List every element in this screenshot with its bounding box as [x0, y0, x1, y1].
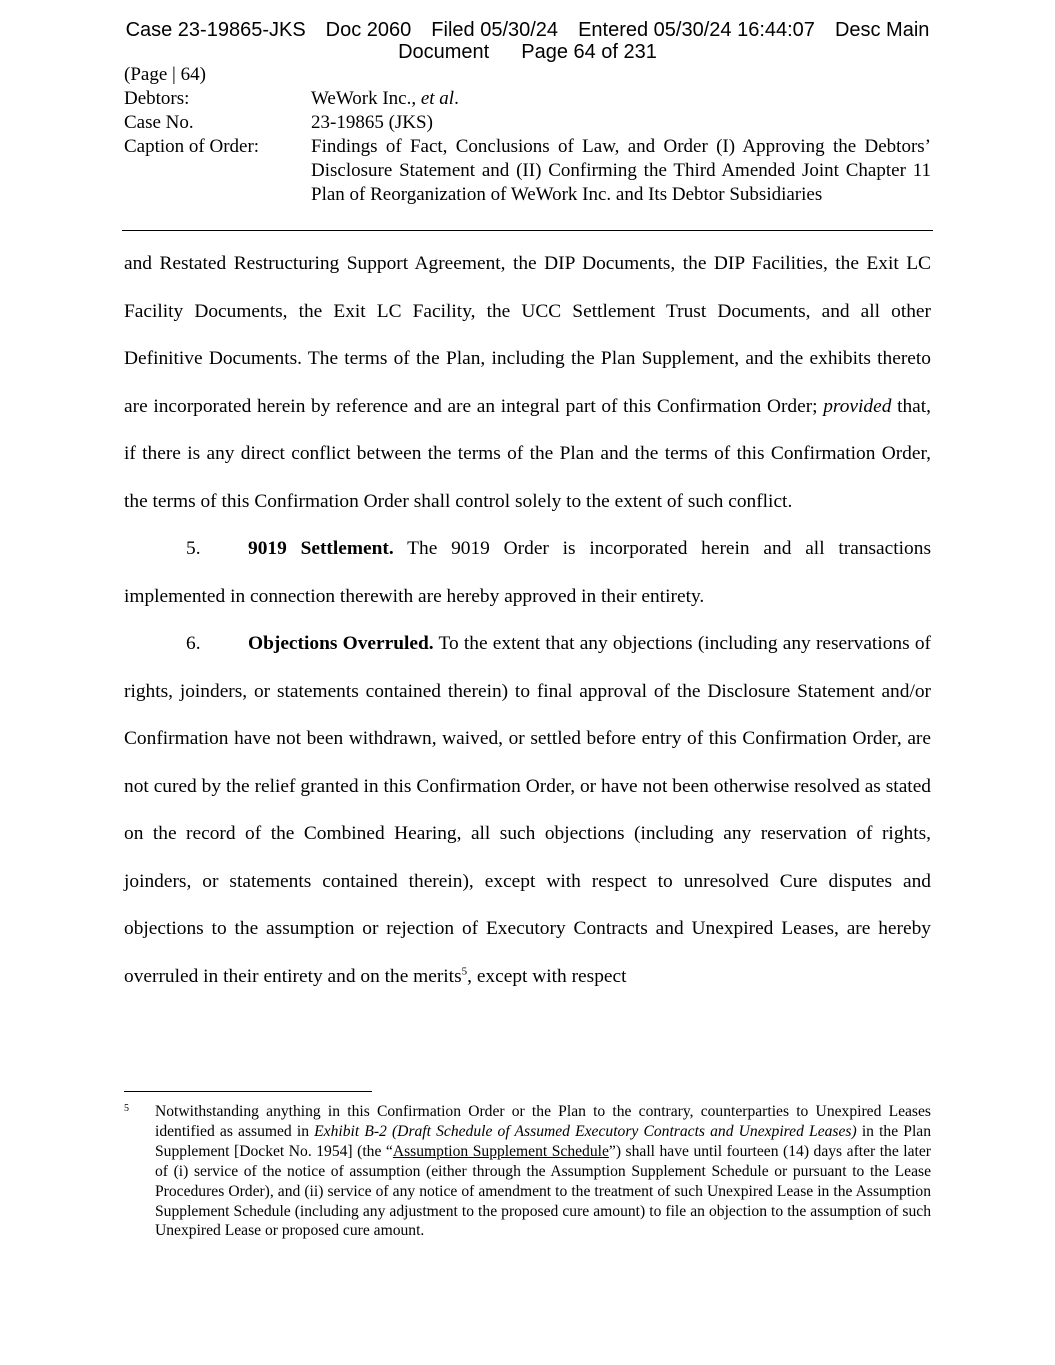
footnote-text [155, 1102, 931, 1241]
caption-rule [122, 230, 933, 231]
debtors-name: WeWork Inc., [311, 88, 421, 109]
body-text [124, 240, 931, 1000]
footnote-ref-5[interactable]: 5 [461, 965, 468, 978]
continued-paragraph [124, 240, 931, 525]
header-filed: Filed 05/30/24 [431, 19, 559, 41]
footnote-text-3: ”) shall have until fourteen (14) days after the later of (i) service of the notice of assumption (either through the Assumption Supplement Schedule or pursuant to the Lease Procedures Order), and (ii) service of any notice of amendment to the treatment of such Unexpired Lease in the Assumption Supplement Schedule (including any adjustment to the proposed cure amount) to file an objection to the assumption of such Unexpired Lease or proposed cure amount. [155, 1142, 931, 1240]
footnote-5 [124, 1102, 931, 1241]
header-page: Page 64 of 231 [521, 41, 657, 63]
header-doc: Doc 2060 [325, 19, 412, 41]
footnote-exhibit-italic: Exhibit B-2 (Draft Schedule of Assumed Executory Contracts and Unexpired Leases) [314, 1122, 857, 1140]
debtors-period: . [454, 88, 459, 109]
section-6 [124, 620, 931, 1000]
debtors-value [311, 87, 931, 111]
debtors-etal: et al [420, 88, 455, 109]
header-entered: Entered 05/30/24 16:44:07 [578, 19, 815, 41]
section-5-heading: 9019 Settlement. [248, 538, 394, 559]
case-value: 23-19865 (JKS) [311, 112, 433, 133]
order-label: Caption of Order: [124, 136, 260, 157]
section-6-number: 6. [186, 633, 201, 654]
debtors-label: Debtors: [124, 88, 190, 109]
footnote-rule [124, 1091, 372, 1092]
header-document: Document [398, 41, 490, 63]
footnote-defined-term: Assumption Supplement Schedule [392, 1142, 609, 1160]
provided-italic: provided [823, 395, 892, 417]
footnote-text-2: in the Plan Supplement [Docket No. 1954] (the “ [155, 1122, 931, 1160]
section-5-text: The 9019 Order is incorporated herein and all transactions implemented in connection therewith are hereby approved in their entirety. [124, 538, 931, 607]
section-5 [124, 525, 931, 620]
case-label: Case No. [124, 112, 194, 133]
continued-text-2: that, if there is any direct conflict between the terms of the Plan and the terms of this Confirmation Order, the terms of this Confirmation Order shall control solely to the extent of such conflict. [124, 395, 931, 512]
section-6-tail: , except with respect [467, 965, 627, 987]
section-6-heading: Objections Overruled. [248, 633, 434, 654]
caption-block [124, 63, 931, 207]
footnote-mark: 5 [124, 1103, 129, 1114]
header-desc: Desc Main [834, 19, 930, 41]
section-6-text: To the extent that any objections (including any reservations of rights, joinders, or statements contained therein) to final approval of the Disclosure Statement and/or Confirmation have not been withdrawn, waived, or settled before entry of this Confirmation Order, are not cured by the relief granted in this Confirmation Order, or have not been otherwise resolved as stated on the record of the Combined Hearing, all such objections (including any reservation of rights, joinders, or statements contained therein), except with respect to unresolved Cure disputes and objections to the assumption or rejection of Executory Contracts and Unexpired Leases, are hereby overruled in their entirety and on the merits [124, 633, 931, 987]
footnote-text-1: Notwithstanding anything in this Confirmation Order or the Plan to the contrary, counterparties to Unexpired Leases identified as assumed in [155, 1103, 931, 1140]
header-case: Case 23-19865-JKS [125, 19, 306, 41]
section-5-number: 5. [186, 538, 201, 559]
filing-header [0, 19, 1055, 63]
continued-text-1: and Restated Restructuring Support Agreement, the DIP Documents, the DIP Facilities, the Exit LC Facility Documents, the Exit LC Facility, the UCC Settlement Trust Documents, and all other Definitive Documents. The terms of the Plan, including the Plan Supplement, and the exhibits thereto are incorporated herein by reference and are an integral part of this Confirmation Order; [124, 253, 931, 417]
page-ref: (Page | 64) [124, 64, 206, 85]
order-value: Findings of Fact, Conclusions of Law, and Order (I) Approving the Debtors’ Disclosure Statement and (II) Confirming the Third Amended Joint Chapter 11 Plan of Reorganization of WeWork Inc. and Its Debtor Subsidiaries [311, 136, 931, 205]
